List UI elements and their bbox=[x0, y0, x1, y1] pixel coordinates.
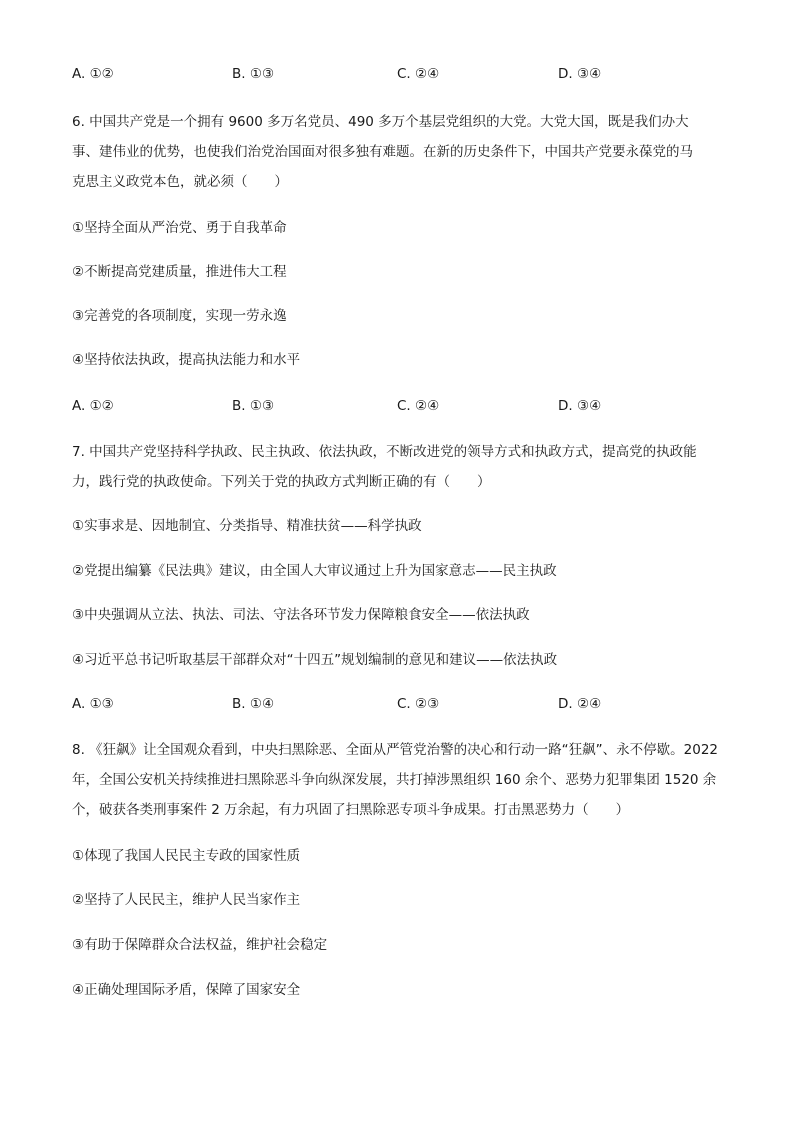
q6-stem-line-3: 克思主义政党本色，就必须（ ） bbox=[72, 174, 288, 190]
q8-stem-line-2: 年，全国公安机关持续推进扫黑除恶斗争向纵深发展，共打掉涉黑组织 160 余个、恶势力犯罪集团 1520 余 bbox=[72, 772, 717, 788]
q8-stem-line-1: 8. 《狂飙》让全国观众看到，中央扫黑除恶、全面从严管党治警的决心和行动一路“狂飙”、永不停歇。2022 bbox=[72, 742, 719, 758]
q7-item-3: ③中央强调从立法、执法、司法、守法各环节发力保障粮食安全——依法执政 bbox=[72, 607, 530, 623]
q8-item-3: ③有助于保障群众合法权益，维护社会稳定 bbox=[72, 937, 328, 953]
q7-stem-line-1: 7. 中国共产党坚持科学执政、民主执政、依法执政，不断改进党的领导方式和执政方式，提高党的执政能 bbox=[72, 444, 697, 460]
q7-stem-line-2: 力，践行党的执政使命。下列关于党的执政方式判断正确的有（ ） bbox=[72, 474, 491, 490]
q7-option-a[interactable]: A. ①③ bbox=[72, 696, 114, 712]
q6-options bbox=[72, 396, 722, 416]
q5-option-d[interactable]: D. ③④ bbox=[558, 66, 602, 82]
q6-item-2: ②不断提高党建质量，推进伟大工程 bbox=[72, 264, 287, 280]
q6-option-d[interactable]: D. ③④ bbox=[558, 398, 602, 414]
q6-option-c[interactable]: C. ②④ bbox=[397, 398, 440, 414]
q6-item-3: ③完善党的各项制度，实现一劳永逸 bbox=[72, 308, 287, 324]
q8-item-1: ①体现了我国人民民主专政的国家性质 bbox=[72, 848, 301, 864]
q6-item-4: ④坚持依法执政，提高执法能力和水平 bbox=[72, 352, 301, 368]
q6-option-a[interactable]: A. ①② bbox=[72, 398, 114, 414]
q5-options bbox=[72, 64, 722, 84]
q6-item-1: ①坚持全面从严治党、勇于自我革命 bbox=[72, 220, 287, 236]
q7-option-b[interactable]: B. ①④ bbox=[232, 696, 275, 712]
q6-stem-line-2: 事、建伟业的优势，也使我们治党治国面对很多独有难题。在新的历史条件下，中国共产党要永葆党的马 bbox=[72, 144, 693, 160]
q8-item-2: ②坚持了人民民主，维护人民当家作主 bbox=[72, 892, 301, 908]
q5-option-b[interactable]: B. ①③ bbox=[232, 66, 275, 82]
q8-stem-line-3: 个，破获各类刑事案件 2 万余起，有力巩固了扫黑除恶专项斗争成果。打击黑恶势力（ ） bbox=[72, 802, 630, 818]
q5-option-c[interactable]: C. ②④ bbox=[397, 66, 440, 82]
q7-item-1: ①实事求是、因地制宜、分类指导、精准扶贫——科学执政 bbox=[72, 518, 422, 534]
q5-option-a[interactable]: A. ①② bbox=[72, 66, 114, 82]
q8-item-4: ④正确处理国际矛盾，保障了国家安全 bbox=[72, 982, 301, 998]
q7-option-c[interactable]: C. ②③ bbox=[397, 696, 440, 712]
q7-item-2: ②党提出编纂《民法典》建议，由全国人大审议通过上升为国家意志——民主执政 bbox=[72, 563, 557, 579]
q7-option-d[interactable]: D. ②④ bbox=[558, 696, 602, 712]
q7-item-4: ④习近平总书记听取基层干部群众对“十四五”规划编制的意见和建议——依法执政 bbox=[72, 652, 558, 668]
q6-stem-line-1: 6. 中国共产党是一个拥有 9600 多万名党员、490 多万个基层党组织的大党。大党大国，既是我们办大 bbox=[72, 114, 689, 130]
q7-options bbox=[72, 694, 722, 714]
q6-option-b[interactable]: B. ①③ bbox=[232, 398, 275, 414]
